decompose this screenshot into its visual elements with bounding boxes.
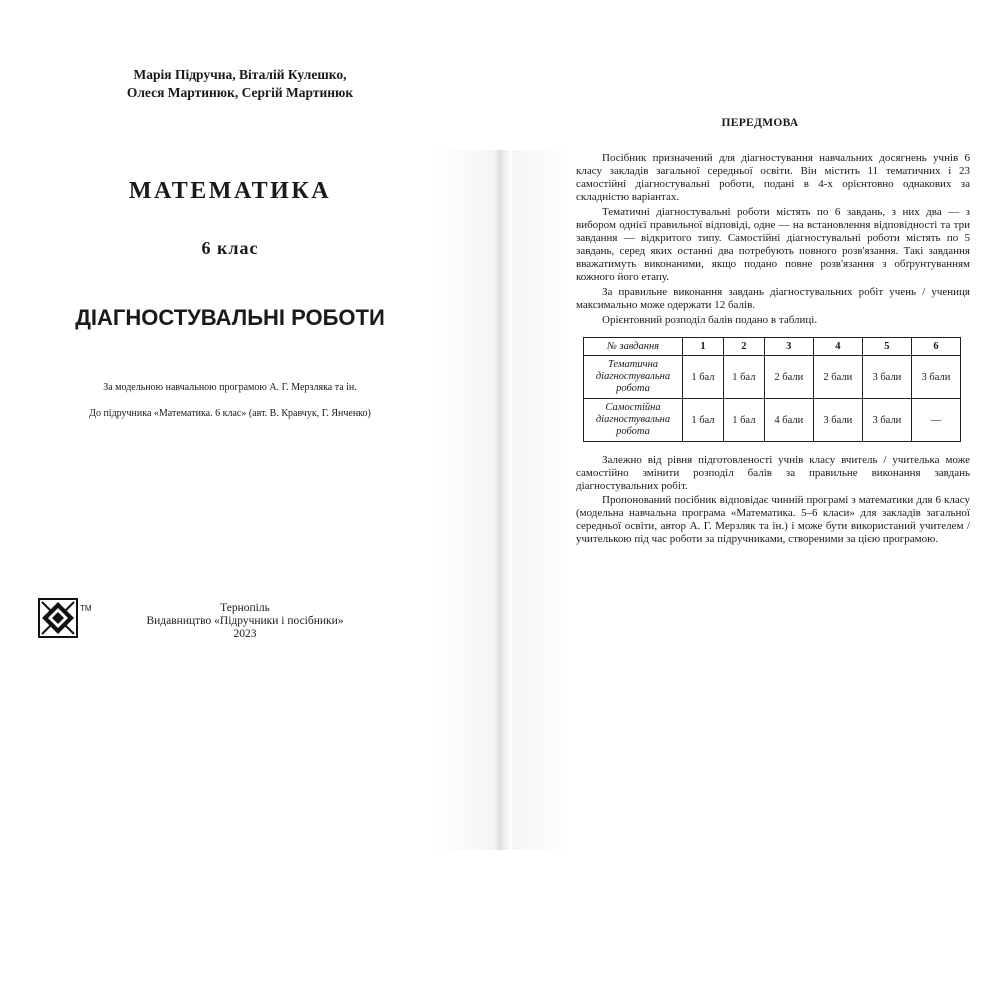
table-cell: — (911, 399, 960, 442)
imprint (120, 602, 370, 641)
imprint-year: 2023 (233, 628, 257, 640)
table-row-label: Тематична діагностувальна робота (584, 356, 683, 399)
table-column-header: 3 (764, 338, 813, 356)
paragraph-text: Тематичні діагностувальні роботи містять по 6 завдань, з них два — з вибором однієї правильної відповіді, одне — на встановлення відповідності та три завдання — відкритого типу. Самостійні діагностувальні роботи містять по 5 завдань, серед яких останні два потребують повного розв'язання. Такі завдання вважатимуть виконаними, якщо подано повне розв'язання з обґрунтуванням кожного його етапу. (576, 206, 970, 283)
authors-line: Олеся Мартинюк, Сергій Мартинюк (126, 85, 354, 100)
publisher-logo-icon (38, 598, 78, 638)
trademark-mark: TM (80, 604, 92, 613)
table-cell: 1 бал (683, 399, 724, 442)
foreword-paragraph (576, 286, 970, 312)
authors-line: Марія Підручна, Віталій Кулешко, (133, 67, 347, 82)
foreword-paragraph (576, 494, 970, 546)
grade-label: 6 клас (201, 238, 259, 258)
table-cell: 4 бали (764, 399, 813, 442)
table-row (584, 356, 961, 399)
paragraph-text: Посібник призначений для діагностування навчальних досягнень учнів 6 класу закладів загальної середньої освіти. Він містить 11 тематичних і 23 самостійні діагностувальні роботи, подані в 4-х орієнтовно однакових за складністю варіантах. (576, 152, 970, 203)
foreword-paragraph (576, 152, 970, 204)
table-header-row (584, 338, 961, 356)
table-column-header: 2 (723, 338, 764, 356)
foreword-paragraph (576, 206, 970, 284)
table-column-header: 4 (813, 338, 862, 356)
table-column-header: 5 (862, 338, 911, 356)
table-cell: 1 бал (683, 356, 724, 399)
table-row-label: Самостійна діагностувальна робота (584, 399, 683, 442)
page-shadow (512, 150, 572, 850)
table-cell: 3 бали (862, 399, 911, 442)
program-note: За модельною навчальною програмою А. Г. Мерзляка та ін. (103, 382, 357, 393)
table-row (584, 399, 961, 442)
table-cell: 3 бали (862, 356, 911, 399)
table-cell: 2 бали (764, 356, 813, 399)
paragraph-text: За правильне виконання завдань діагностувальних робіт учень / учениця максимально може одержати 12 балів. (576, 286, 970, 311)
paragraph-text: Залежно від рівня підготовленості учнів класу вчитель / учителька може самостійно змінити розподіл балів за правильне виконання завдань діагностувальних робіт. (576, 454, 970, 492)
page-shadow (430, 150, 490, 850)
authors (60, 66, 420, 102)
table-cell: 3 бали (911, 356, 960, 399)
table-cell: 1 бал (723, 356, 764, 399)
paragraph-text: Орієнтовний розподіл балів подано в таблиці. (602, 314, 818, 326)
table-cell: 1 бал (723, 399, 764, 442)
subject-title: МАТЕМАТИКА (128, 178, 332, 204)
foreword-paragraph (576, 314, 970, 327)
imprint-city: Тернопіль (220, 602, 270, 614)
table-column-header: 1 (683, 338, 724, 356)
table-column-header: 6 (911, 338, 960, 356)
book-title: ДІАГНОСТУВАЛЬНІ РОБОТИ (75, 305, 385, 330)
table-cell: 2 бали (813, 356, 862, 399)
table-header-label: № завдання (584, 338, 683, 356)
score-distribution-table (583, 337, 961, 442)
book-gutter (488, 150, 512, 850)
table-cell: 3 бали (813, 399, 862, 442)
foreword-paragraph (576, 454, 970, 493)
imprint-publisher: Видавництво «Підручники і посібники» (146, 615, 344, 627)
textbook-note: До підручника «Математика. 6 клас» (авт. В. Кравчук, Г. Янченко) (89, 408, 371, 419)
paragraph-text: Пропонований посібник відповідає чинній програмі з математики для 6 класу (модельна навчальна програма «Математика. 5–6 класи» для закладів загальної середньої освіти, автор А. Г. Мерзляк та ін.) і може бути використаний учителем / учителькою під час роботи за підручниками, створеними за цією програмою. (576, 494, 970, 545)
foreword-heading: ПЕРЕДМОВА (721, 117, 799, 129)
